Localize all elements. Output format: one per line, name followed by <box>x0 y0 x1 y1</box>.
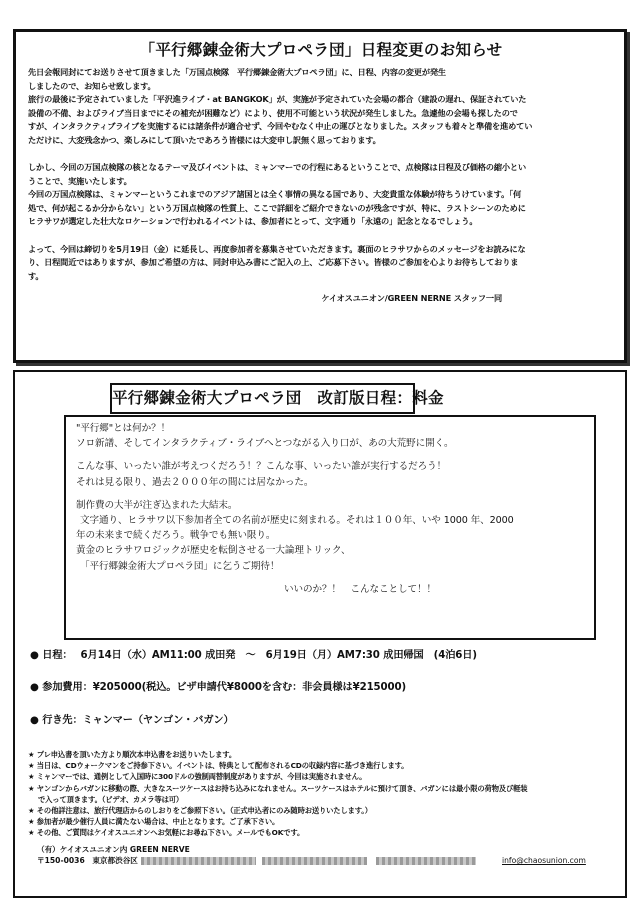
email-link[interactable]: info@chaosunion.com <box>502 856 586 866</box>
revised-itinerary <box>13 370 627 898</box>
promo-line: 制作費の大半が注ぎ込まれた大結末。 <box>76 499 238 511</box>
schedule-label: ● 日程： <box>30 650 73 661</box>
destination-label: ● 行き先： <box>30 715 83 726</box>
notice-line: うことで、実施いたします。 <box>28 175 132 186</box>
promo-box <box>64 415 596 640</box>
notice-line: 処で、何が起こるか分からない」という万国点検隊の性質上、ここで詳細をご紹介できないのが残念ですが、特に、ラストシーンのために <box>28 202 526 213</box>
note-item: で入って頂きます。（ビデオ、カメラ等は可） <box>38 794 184 804</box>
notice-line: しかし、今回の万国点検隊の核となるテーマ及びイベントは、ミャンマーでの行程にあるということで、点検隊は日程及び価格の縮小とい <box>28 162 526 172</box>
address-line <box>37 855 617 866</box>
redacted-block <box>141 857 256 865</box>
notice-line: 旅行の最後に予定されていました「平沢進ライブ・at BANGKOK」が、実施が予定されていた会場の都合（建設の遅れ、保証されていた <box>28 94 527 104</box>
schedule-row <box>30 646 477 661</box>
destination-value: ミャンマー（ヤンゴン・バガン） <box>82 715 234 726</box>
notice-line: り、日程間近ではありますが、参加ご希望の方は、同封申込み書にご記入の上、ご応募下さい。皆様のご参加を心よりお待ちしておりま <box>28 257 519 267</box>
destination-row <box>30 711 234 726</box>
redacted-block <box>376 857 476 865</box>
promo-line: ソロ新譜、そしてインタラクティブ・ライブへとつながる入り口が、あの大荒野に開く。 <box>76 438 454 450</box>
company-name: （有）ケイオスユニオン内 GREEN NERVE <box>37 845 190 854</box>
promo-line: 年の未来まで続くだろう。戦争でも無い限り。 <box>76 530 276 542</box>
note-item: ★ 当日は、CDウォークマンをご持参下さい。イベントは、特典として配布されるCDの収録内容に基づき進行します。 <box>28 761 409 771</box>
notice-line: 今回の万国点検隊は、ミャンマーというこれまでのアジア諸国とは全く事情の異なる国であり、大変貴重な体験が待ちうけています。「何 <box>28 189 522 199</box>
notice-line: 先日会報同封にてお送りさせて頂きました「万国点検隊 平行郷錬金術大プロペラ団」に、日程、内容の変更が発生 <box>28 67 446 77</box>
promo-line: こんな事、いったい誰が考えつくだろう！？こんな事、いったい誰が実行するだろう！ <box>76 461 447 473</box>
schedule-change-notice <box>13 29 627 363</box>
notice-line: しましたので、お知らせ致します。 <box>28 80 156 91</box>
note-item: ★ ミャンマーでは、通例として入国時に300ドルの強制両替制度がありますが、今回は実施されません。 <box>28 772 367 782</box>
notes-list <box>28 749 618 839</box>
notice-line: ただけに、大変残念かつ、楽しみにして頂いたであろう皆様には大変申し訳無く思っております。 <box>28 134 381 145</box>
notice-title: 「平行郷錬金術大プロペラ団」日程変更のお知らせ <box>139 41 503 59</box>
address-text: 〒150-0036 東京都渋谷区 <box>37 856 138 866</box>
note-item: ★ プレ申込書を頂いた方より順次本申込書をお送りいたします。 <box>28 750 237 759</box>
fee-row <box>30 678 406 693</box>
redacted-block <box>262 857 367 865</box>
schedule-value: 6月14日（水）AM11:00 成田発 ～ 6月19日（月）AM7:30 成田帰国 (4泊6日) <box>80 650 477 661</box>
notice-line: よって、今回は締切りを5月19日（金）に延長し、再度参加者を募集させていただきます。裏面のヒラサワからのメッセージをお読みにな <box>28 243 526 254</box>
note-item: ★ その他詳注意は、旅行代理店からのしおりをご参照下さい。（正式申込者にのみ随時お送りいたします。） <box>28 806 372 816</box>
itinerary-title: 平行郷錬金術大プロペラ団 改訂版日程：料金 <box>110 383 415 414</box>
promo-line: 「平行郷錬金術大プロペラ団」に乞うご期待！ <box>80 560 280 572</box>
contact-footer <box>37 844 617 866</box>
fee-value: ¥205000(税込。ビザ申請代¥8000を含む：非会員様は¥215000) <box>92 682 407 693</box>
notice-line: 設備の不備、およびライブ当日までにその補充が困難など）により、使用不可能という状況が発生しました。急遽他の会場も探したので <box>28 107 518 118</box>
note-item: ★ 参加者が最少催行人員に満たない場合は、中止となります。ご了承下さい。 <box>28 817 280 827</box>
notice-line: す。 <box>28 270 44 281</box>
notice-line: すが、インタラクティブライブを実施するには諸条件が適合せず、今回やむなく中止の運びとなりました。スタッフも着々と準備を進めてい <box>28 121 533 131</box>
promo-line: それは見る限り、過去２０００年の間には居なかった。 <box>76 476 314 488</box>
note-item: ★ その他、ご質問はケイオスユニオンへお気軽にお尋ね下さい。メールでもOKです。 <box>28 828 305 838</box>
promo-line: 黄金のヒラサワロジックが歴史を転倒させる一大論理トリック、 <box>76 545 351 557</box>
promo-line: "平行郷"とは何か？！ <box>76 423 171 434</box>
notice-line: ヒラサワが選定した壮大なロケーションで行われるイベントは、参加者にとって、文字通り「永遠の」記念となるでしょう。 <box>28 216 478 226</box>
notice-signature: ケイオスユニオン/GREEN NERNE スタッフ一同 <box>321 293 502 303</box>
fee-label: ● 参加費用： <box>30 682 93 693</box>
promo-line: 文字通り、ヒラサワ以下参加者全ての名前が歴史に刻まれる。それは１００年、いや 1000 年、2000 <box>80 515 514 527</box>
promo-closing: いいのか？！ こんなことして！！ <box>284 583 436 595</box>
note-item: ★ ヤンゴンからバガンに移動の際、大きなスーツケースはお持ち込みになれません。スーツケースはホテルに預けて頂き、バガンには最小限の荷物及び軽装 <box>28 783 528 793</box>
